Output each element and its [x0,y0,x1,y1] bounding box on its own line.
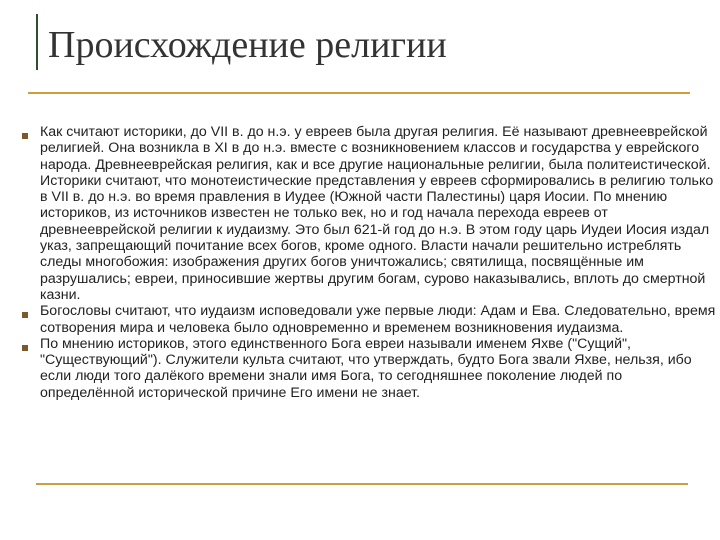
slide-title: Происхождение религии [48,24,447,66]
bullet-text: По мнению историков, этого единственного Бога евреи называли именем Яхве ("Сущий", "Существующий"). Служители культа считают, что утверждать, будто Бога звали Яхве, нельзя, ибо если люди того далёкого времени знали имя Бога, то сегодняшнее поколение людей по определённой исторической причине Его имени не знает. [40,335,692,401]
bullet-list [22,124,717,401]
bullet-item [22,303,717,336]
square-bullet-icon [22,312,28,318]
square-bullet-icon [22,345,28,351]
title-vertical-rule [36,14,38,70]
bottom-rule [36,483,688,485]
bullet-item [22,124,717,303]
bullet-text: Как считают историки, до VII в. до н.э. у евреев была другая религия. Её называют древнееврейской религией. Она возникла в XI в до н.э. вместе с возникновением классов и государства у еврейского народа. Древнееврейская религия, как и все другие национальные религии, была политеистической. Историки считают, что монотеистические представления у евреев сформировались в религию только в VII в. до н.э. во время правления в Иудее (Южной части Палестины) царя Иосии. По мнению историков, из источников известен не только век, но и год начала перехода евреев от древнееврейской религии к иудаизму. Это был 621-й год до н.э. В этом году царь Иудеи Иосия издал указ, запрещающий почитание всех богов, кроме одного. Власти начали решительно истреблять следы многобожия: изображения других богов уничтожались; святилища, посвящённые им разрушались; евреи, приносившие жертвы другим богам, сурово наказывались, вплоть до смертной казни. [40,124,714,303]
square-bullet-icon [22,133,28,139]
bullet-item [22,336,717,401]
bullet-text: Богословы считают, что иудаизм исповедовали уже первые люди: Адам и Ева. Следовательно, время сотворения мира и человека было одновременно и временем возникновения иудаизма. [40,303,716,336]
title-underline-rule [28,92,690,94]
